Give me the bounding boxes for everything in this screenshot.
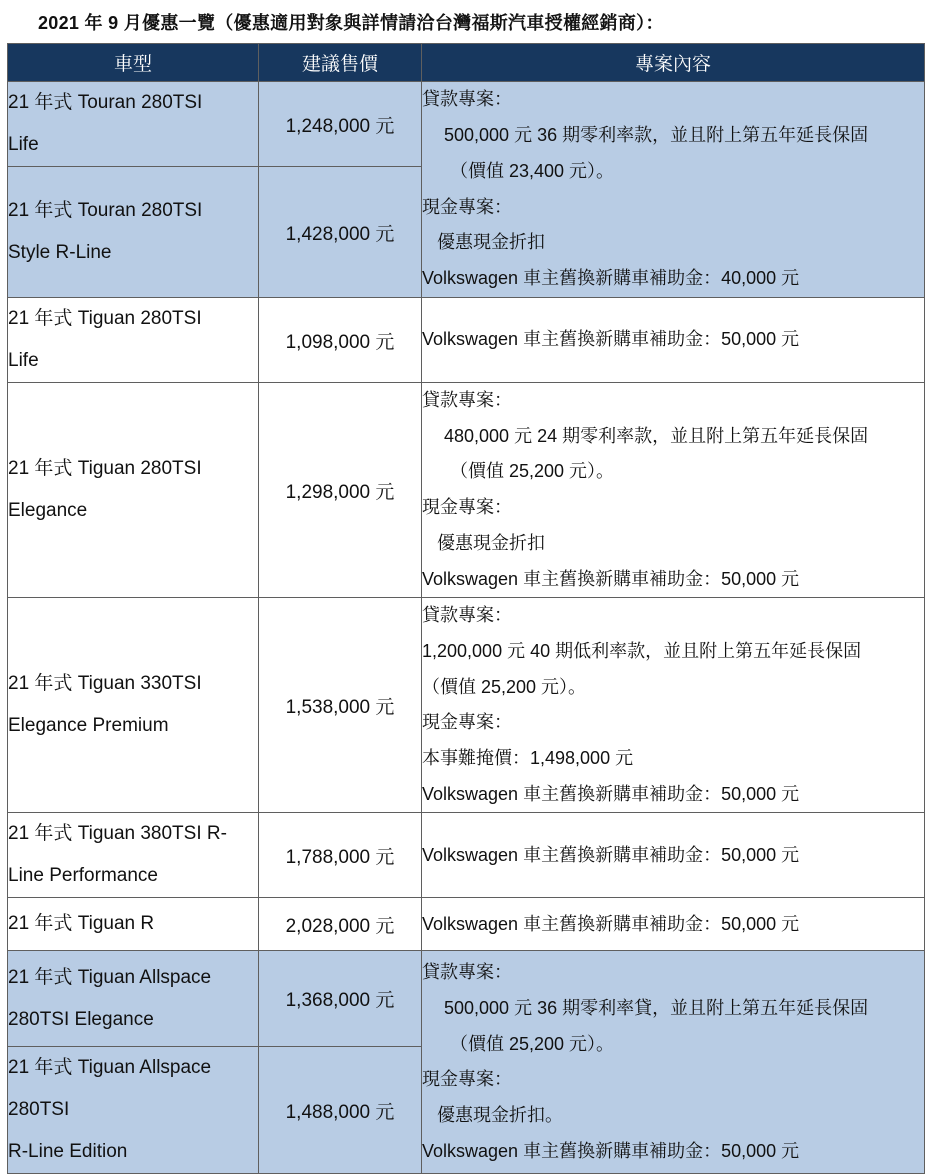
model-line: Style R-Line (8, 242, 112, 263)
model-line: 21 年式 Tiguan 280TSI (8, 458, 202, 480)
price-cell: 1,368,000 元 (259, 951, 422, 1047)
model-line: 280TSI Elegance (8, 1008, 154, 1030)
offer-line: 本事難掩價：1,498,000 元 (422, 748, 634, 769)
page-title: 2021 年 9 月優惠一覽（優惠適用對象與詳情請洽台灣福斯汽車授權經銷商）： (38, 13, 664, 33)
offer-cell (422, 383, 925, 598)
offer-line: Volkswagen 車主舊換新購車補助金：50,000 元 (422, 913, 800, 934)
offer-cell (422, 951, 925, 1174)
header-content: 專案內容 (422, 44, 925, 82)
offer-line: （價值 25,200 元）。 (450, 1033, 615, 1054)
offer-line: 優惠現金折扣。 (437, 1105, 563, 1126)
offer-cell (422, 898, 925, 951)
price-cell: 1,248,000 元 (259, 82, 422, 167)
model-cell (8, 951, 259, 1047)
offer-line: （價值 25,200 元）。 (422, 676, 587, 697)
model-line: 21 年式 Tiguan Allspace (8, 966, 212, 988)
model-line: 21 年式 Tiguan 280TSI (8, 308, 202, 329)
price-cell: 1,428,000 元 (259, 167, 422, 298)
offer-line: 500,000 元 36 期零利率貸，並且附上第五年延長保固 (444, 998, 869, 1019)
offer-line: Volkswagen 車主舊換新購車補助金：50,000 元 (422, 568, 800, 589)
offer-cell (422, 813, 925, 898)
promotion-table (7, 43, 925, 1174)
offer-line: 500,000 元 36 期零利率款，並且附上第五年延長保固 (444, 125, 869, 146)
offer-line: 優惠現金折扣 (437, 232, 545, 253)
offer-line: 現金專案： (422, 497, 512, 518)
model-line: 21 年式 Touran 280TSI (8, 92, 203, 113)
model-cell (8, 1047, 259, 1174)
model-cell (8, 383, 259, 598)
offer-line: 現金專案： (422, 196, 512, 217)
price-cell: 1,538,000 元 (259, 598, 422, 813)
offer-line: 現金專案： (422, 712, 512, 733)
model-line: 21 年式 Tiguan Allspace (8, 1057, 212, 1079)
model-cell (8, 598, 259, 813)
offer-line: Volkswagen 車主舊換新購車補助金：40,000 元 (422, 267, 800, 288)
model-cell (8, 82, 259, 167)
table-row (8, 383, 925, 598)
model-line: Elegance Premium (8, 715, 169, 737)
offer-line: 貸款專案： (422, 89, 512, 110)
offer-line: 1,200,000 元 40 期低利率款，並且附上第五年延長保固 (422, 640, 862, 661)
price-cell: 1,488,000 元 (259, 1047, 422, 1174)
model-line: 280TSI (8, 1099, 70, 1121)
offer-line: 貸款專案： (422, 605, 512, 626)
table-header-row (8, 44, 925, 82)
model-line: R-Line Edition (8, 1141, 128, 1163)
table-row (8, 951, 925, 1047)
offer-line: Volkswagen 車主舊換新購車補助金：50,000 元 (422, 844, 800, 865)
price-cell: 1,098,000 元 (259, 298, 422, 383)
table-row (8, 298, 925, 383)
model-line: Life (8, 134, 39, 155)
offer-line: （價值 23,400 元）。 (450, 160, 615, 181)
table-row (8, 813, 925, 898)
model-line: Line Performance (8, 865, 158, 887)
offer-line: Volkswagen 車主舊換新購車補助金：50,000 元 (422, 783, 800, 804)
model-line: 21 年式 Tiguan R (8, 913, 155, 935)
offer-line: 貸款專案： (422, 962, 512, 983)
model-cell (8, 298, 259, 383)
price-cell: 2,028,000 元 (259, 898, 422, 951)
offer-cell (422, 598, 925, 813)
offer-line: 貸款專案： (422, 390, 512, 410)
model-line: 21 年式 Tiguan 330TSI (8, 673, 202, 695)
table-row (8, 898, 925, 951)
offer-line: Volkswagen 車主舊換新購車補助金：50,000 元 (422, 1140, 800, 1161)
model-cell (8, 898, 259, 951)
table-row (8, 598, 925, 813)
model-line: 21 年式 Touran 280TSI (8, 200, 203, 221)
table-row (8, 82, 925, 167)
offer-line: 優惠現金折扣 (437, 532, 545, 553)
header-model: 車型 (8, 44, 259, 82)
price-cell: 1,298,000 元 (259, 383, 422, 598)
offer-cell (422, 298, 925, 383)
model-line: 21 年式 Tiguan 380TSI R- (8, 823, 227, 845)
price-cell: 1,788,000 元 (259, 813, 422, 898)
model-line: Life (8, 350, 39, 371)
model-cell (8, 167, 259, 298)
offer-line: （價值 25,200 元）。 (450, 461, 615, 482)
offer-line: 480,000 元 24 期零利率款，並且附上第五年延長保固 (444, 425, 869, 446)
model-cell (8, 813, 259, 898)
offer-line: 現金專案： (422, 1069, 512, 1090)
header-price: 建議售價 (259, 44, 422, 82)
offer-cell (422, 82, 925, 298)
model-line: Elegance (8, 500, 88, 522)
offer-line: Volkswagen 車主舊換新購車補助金：50,000 元 (422, 329, 800, 350)
